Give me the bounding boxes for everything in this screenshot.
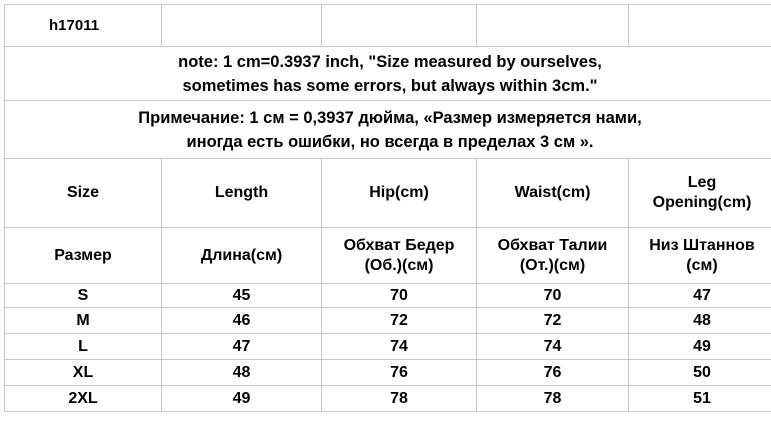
header-line: Length bbox=[214, 184, 269, 201]
note-russian-line: иногда есть ошибки, но всегда в пределах 3 см ». bbox=[186, 132, 594, 151]
size-chart-table bbox=[4, 4, 771, 412]
leg-opening-cell: 48 bbox=[629, 308, 771, 334]
header-waist-ru bbox=[477, 228, 629, 284]
header-size bbox=[5, 159, 162, 228]
header-length bbox=[162, 159, 322, 228]
empty-cell bbox=[322, 5, 477, 47]
size-cell: L bbox=[5, 334, 162, 360]
header-line: (см) bbox=[686, 256, 718, 274]
header-hip bbox=[322, 159, 477, 228]
header-line: Leg bbox=[687, 174, 717, 191]
header-line: Hip(cm) bbox=[369, 184, 429, 201]
header-row-russian bbox=[5, 228, 771, 284]
length-cell: 45 bbox=[162, 284, 322, 308]
table-row bbox=[5, 308, 771, 334]
table-row bbox=[5, 334, 771, 360]
hip-cell: 72 bbox=[322, 308, 477, 334]
waist-cell: 74 bbox=[477, 334, 629, 360]
leg-opening-cell: 50 bbox=[629, 360, 771, 386]
header-row-english bbox=[5, 159, 771, 228]
size-cell: XL bbox=[5, 360, 162, 386]
leg-opening-cell: 51 bbox=[629, 386, 771, 412]
note-english-line: note: 1 cm=0.3937 inch, "Size measured by ourselves, bbox=[178, 52, 602, 71]
empty-cell bbox=[629, 5, 771, 47]
hip-cell: 70 bbox=[322, 284, 477, 308]
header-line: Size bbox=[66, 184, 99, 201]
header-waist bbox=[477, 159, 629, 228]
table-row bbox=[5, 284, 771, 308]
hip-cell: 76 bbox=[322, 360, 477, 386]
hip-cell: 78 bbox=[322, 386, 477, 412]
note-ru-row bbox=[5, 101, 771, 159]
waist-cell: 72 bbox=[477, 308, 629, 334]
note-english-line: sometimes has some errors, but always within 3cm." bbox=[182, 76, 598, 95]
empty-cell bbox=[477, 5, 629, 47]
header-line: Обхват Бедер bbox=[343, 236, 455, 254]
note-russian-line: Примечание: 1 см = 0,3937 дюйма, «Размер измеряется нами, bbox=[138, 108, 642, 127]
length-cell: 48 bbox=[162, 360, 322, 386]
header-leg-opening-ru bbox=[629, 228, 771, 284]
code-row bbox=[5, 5, 771, 47]
header-line: Opening(cm) bbox=[652, 194, 752, 211]
note-en-row bbox=[5, 47, 771, 101]
header-length-ru bbox=[162, 228, 322, 284]
leg-opening-cell: 47 bbox=[629, 284, 771, 308]
header-line: Размер bbox=[54, 246, 112, 264]
hip-cell: 74 bbox=[322, 334, 477, 360]
leg-opening-cell: 49 bbox=[629, 334, 771, 360]
size-cell: M bbox=[5, 308, 162, 334]
table-row bbox=[5, 386, 771, 412]
header-leg-opening bbox=[629, 159, 771, 228]
length-cell: 47 bbox=[162, 334, 322, 360]
product-code: h17011 bbox=[5, 5, 162, 47]
header-size-ru bbox=[5, 228, 162, 284]
header-line: (От.)(см) bbox=[519, 256, 586, 274]
header-line: Низ Штаннов bbox=[649, 236, 755, 254]
header-hip-ru bbox=[322, 228, 477, 284]
waist-cell: 70 bbox=[477, 284, 629, 308]
length-cell: 46 bbox=[162, 308, 322, 334]
empty-cell bbox=[162, 5, 322, 47]
waist-cell: 76 bbox=[477, 360, 629, 386]
size-cell: 2XL bbox=[5, 386, 162, 412]
length-cell: 49 bbox=[162, 386, 322, 412]
size-cell: S bbox=[5, 284, 162, 308]
header-line: Waist(cm) bbox=[514, 184, 591, 201]
header-line: Обхват Талии bbox=[497, 236, 608, 254]
header-line: Длина(см) bbox=[200, 246, 283, 264]
waist-cell: 78 bbox=[477, 386, 629, 412]
note-russian bbox=[5, 101, 771, 159]
note-english bbox=[5, 47, 771, 101]
table-row bbox=[5, 360, 771, 386]
header-line: (Об.)(см) bbox=[364, 256, 434, 274]
